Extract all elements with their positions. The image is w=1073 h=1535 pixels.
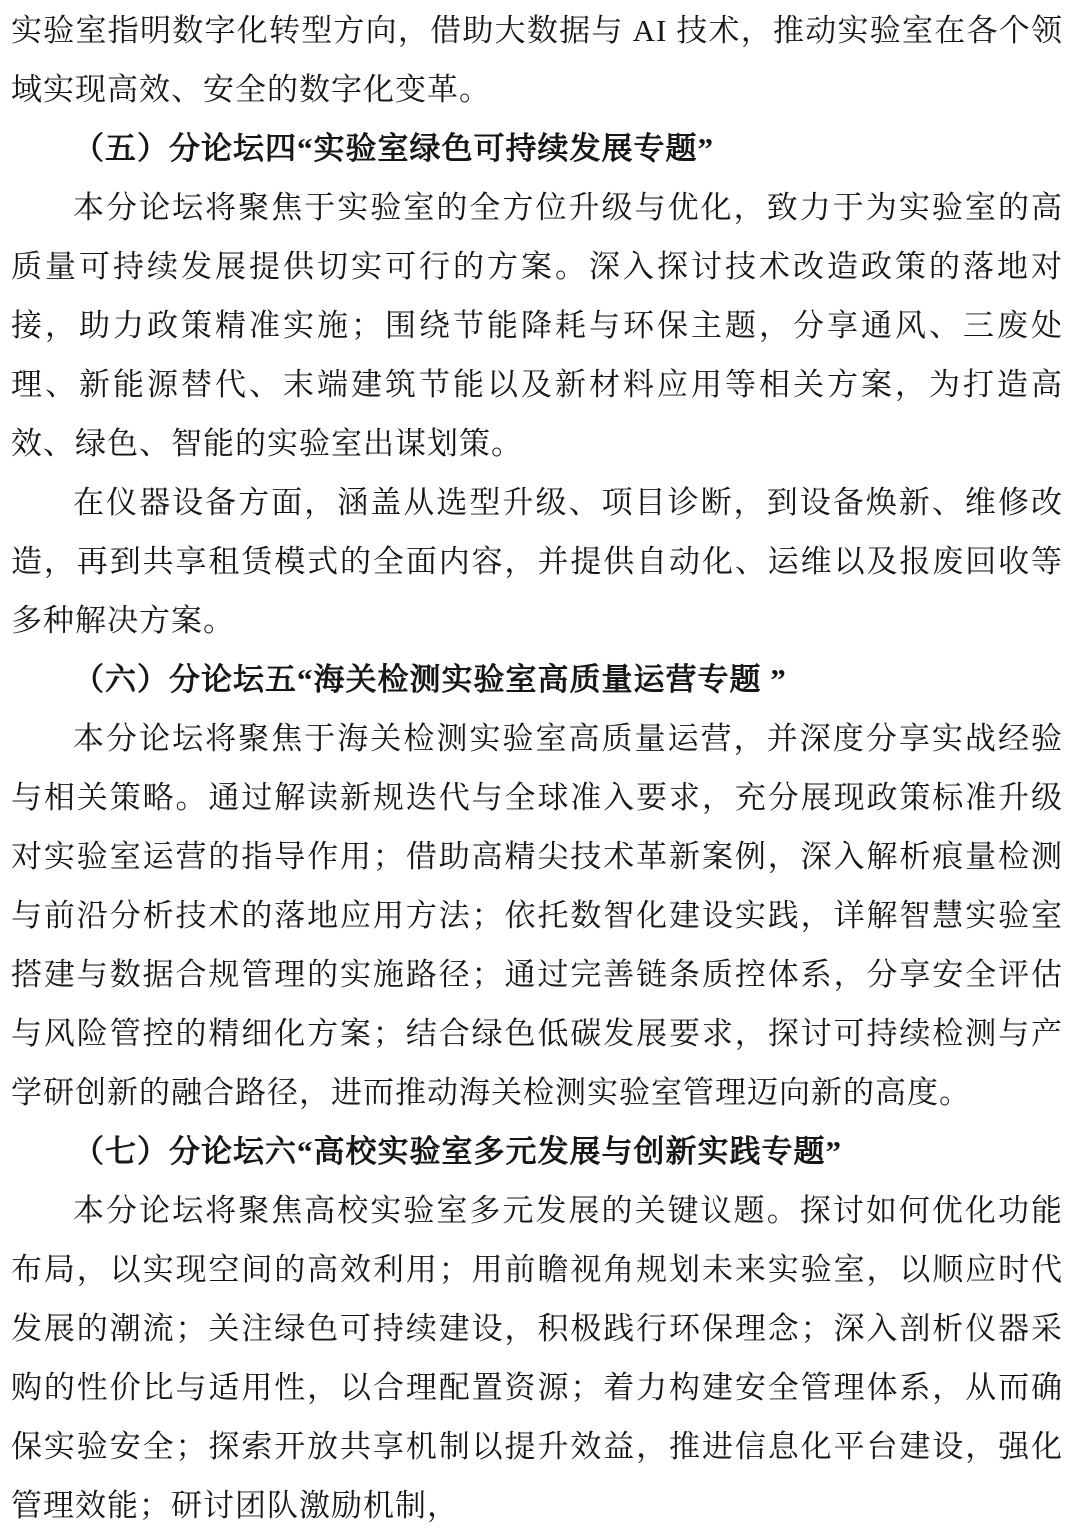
section-heading-forum-5-customs-testing: （六）分论坛五“海关检测实验室高质量运营专题 ”	[73, 662, 787, 697]
paragraph-forum-4-overview: 本分论坛将聚焦于实验室的全方位升级与优化，致力于为实验室的高质量可持续发展提供切实可行的方案。深入探讨技术改造政策的落地对接，助力政策精准实施；围绕节能降耗与环保主题，分享通风、三废处理、新能源替代、末端建筑节能以及新材料应用等相关方案，为打造高效、绿色、智能的实验室出谋划策。	[11, 190, 1063, 461]
paragraph-continuation-digital-transformation: 实验室指明数字化转型方向，借助大数据与 AI 技术，推动实验室在各个领域实现高效、安全的数字化变革。	[11, 13, 1063, 107]
paragraph-forum-4-instruments-equipment: 在仪器设备方面，涵盖从选型升级、项目诊断，到设备焕新、维修改造，再到共享租赁模式的全面内容，并提供自动化、运维以及报废回收等多种解决方案。	[11, 485, 1063, 638]
section-heading-forum-4-green-sustainable: （五）分论坛四“实验室绿色可持续发展专题”	[73, 131, 714, 166]
paragraph-forum-6-overview: 本分论坛将聚焦高校实验室多元发展的关键议题。探讨如何优化功能布局，以实现空间的高效利用；用前瞻视角规划未来实验室，以顺应时代发展的潮流；关注绿色可持续建设，积极践行环保理念；深入剖析仪器采购的性价比与适用性，以合理配置资源；着力构建安全管理体系，从而确保实验安全；探索开放共享机制以提升效益，推进信息化平台建设，强化管理效能；研讨团队激励机制，	[11, 1193, 1063, 1523]
section-heading-forum-6-university-labs: （七）分论坛六“高校实验室多元发展与创新实践专题”	[73, 1134, 842, 1169]
paragraph-forum-5-overview: 本分论坛将聚焦于海关检测实验室高质量运营，并深度分享实战经验与相关策略。通过解读新规迭代与全球准入要求，充分展现政策标准升级对实验室运营的指导作用；借助高精尖技术革新案例，深入解析痕量检测与前沿分析技术的落地应用方法；依托数智化建设实践，详解智慧实验室搭建与数据合规管理的实施路径；通过完善链条质控体系，分享安全评估与风险管控的精细化方案；结合绿色低碳发展要求，探讨可持续检测与产学研创新的融合路径，进而推动海关检测实验室管理迈向新的高度。	[11, 721, 1063, 1110]
